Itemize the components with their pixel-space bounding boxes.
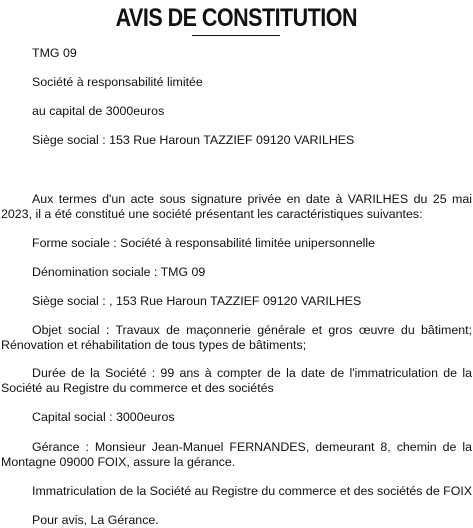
intro-paragraph <box>1 192 472 222</box>
intro-text: Aux termes d'un acte sous signature privée en date à VARILHES du 25 mai 2023, il a été constitué une société présentant les caractéristiques suivantes: <box>1 192 472 221</box>
denomination-line: Dénomination sociale : TMG 09 <box>32 265 206 279</box>
title-underline <box>192 35 280 36</box>
company-name-line: TMG 09 <box>32 46 77 60</box>
closing-line: Pour avis, La Gérance. <box>32 513 159 527</box>
objet-social-paragraph <box>1 323 472 353</box>
company-form-line: Société à responsabilité limitée <box>32 75 203 89</box>
company-address-line: Siège social : 153 Rue Haroun TAZZIEF 09120 VARILHES <box>32 133 355 147</box>
gerance-paragraph <box>1 440 472 470</box>
title-wrapper <box>0 4 473 32</box>
capital-social-line: Capital social : 3000euros <box>32 410 175 424</box>
company-capital-line: au capital de 3000euros <box>32 104 165 118</box>
notice-title: AVIS DE CONSTITUTION <box>115 4 358 32</box>
duree-text: Durée de la Société : 99 ans à compter de la date de l'immatriculation de la Société au Registre du commerce et des sociétés <box>1 366 472 395</box>
siege-social-line: Siège social : , 153 Rue Haroun TAZZIEF 09120 VARILHES <box>32 294 362 308</box>
duree-paragraph <box>1 366 472 396</box>
immatriculation-line: Immatriculation de la Société au Registre du commerce et des sociétés de FOIX <box>32 484 473 498</box>
objet-social-text: Objet social : Travaux de maçonnerie générale et gros œuvre du bâtiment; Rénovation et réhabilitation de tous types de bâtiments; <box>1 323 472 352</box>
gerance-text: Gérance : Monsieur Jean-Manuel FERNANDES, demeurant 8, chemin de la Montagne 09000 FOIX, assure la gérance. <box>1 440 472 469</box>
forme-sociale-line: Forme sociale : Société à responsabilité limitée unipersonnelle <box>32 236 375 250</box>
